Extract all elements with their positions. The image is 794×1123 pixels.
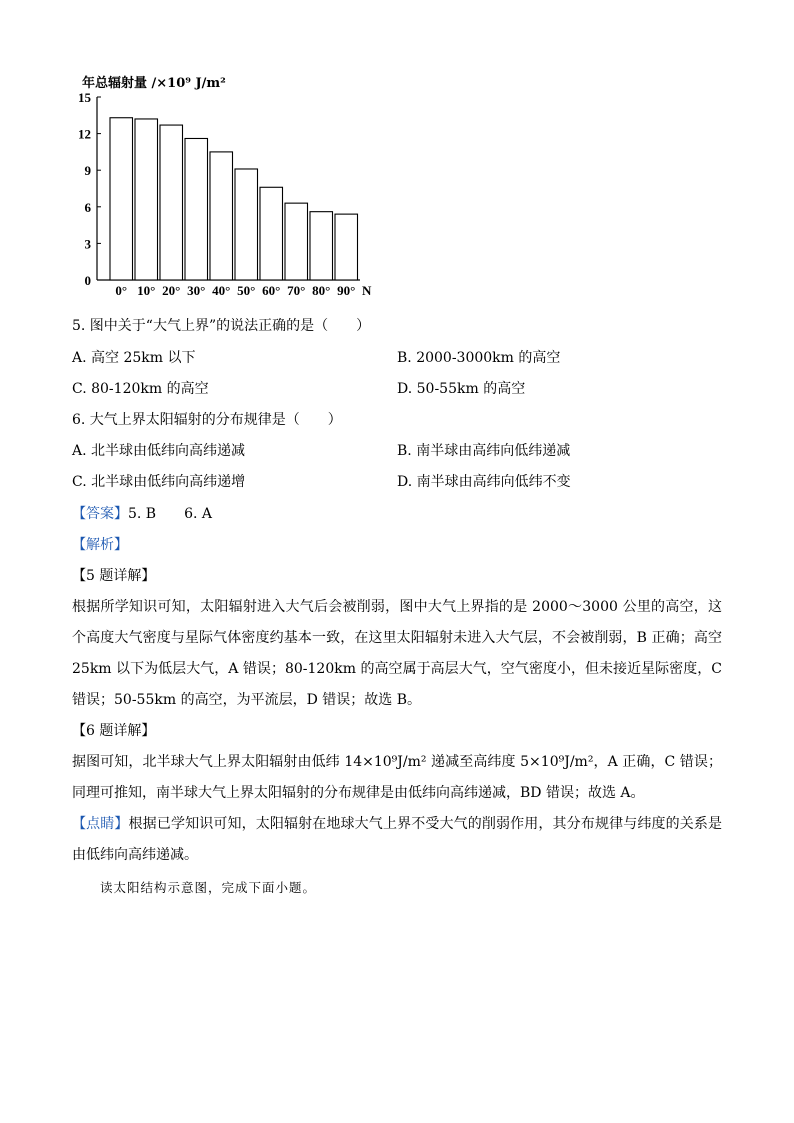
tip-block [72,809,722,871]
q5-option-d: D. 50-55km 的高空 [397,381,526,397]
detail6-text: 据图可知，北半球大气上界太阳辐射由低纬 14×10⁹J/m² 递减至高纬度 5×10⁹J/m²，A 正确，C 错误；同理可推知，南半球大气上界太阳辐射的分布规律是由低纬向高纬递减，BD 错误；故选 A。 [72,754,722,801]
y-tick-label: 9 [84,163,91,179]
bar [210,152,233,280]
x-tick-label: 20° [162,283,181,298]
q6-option-a: A. 北半球由低纬向高纬递减 [72,443,246,459]
detail5-text: 根据所学知识可知，太阳辐射进入大气后会被削弱，图中大气上界指的是 2000～3000 公里的高空，这个高度大气密度与星际气体密度约基本一致，在这里太阳辐射未进入大气层，不会被削弱，B 正确；高空 25km 以下为低层大气，A 错误；80-120km 的高空属于高层大气，空气密度小，但未接近星际密度，C 错误；50-55km 的高空，为平流层，D 错误；故选 B。 [72,599,722,708]
chart-svg [60,70,400,300]
q6-stem: 6. 大气上界太阳辐射的分布规律是（ ） [72,412,342,428]
q5-option-a: A. 高空 25km 以下 [72,350,196,366]
x-axis-suffix: N [362,283,372,298]
y-tick-label: 15 [78,90,91,105]
x-tick-label: 50° [237,283,256,298]
y-tick-label: 3 [84,236,91,252]
bar [310,212,333,280]
q6-option-c: C. 北半球由低纬向高纬递增 [72,474,246,490]
detail5-tag: 【5 题详解】 [72,568,156,584]
tip-tag: 【点睛】 [72,816,129,832]
bar [285,203,308,280]
x-tick-label: 60° [262,283,281,298]
bar [135,119,158,280]
y-tick-label: 6 [84,199,91,215]
x-tick-label: 70° [287,283,306,298]
bar [110,118,133,280]
analysis-tag: 【解析】 [72,537,128,553]
next-question-prompt: 读太阳结构示意图，完成下面小题。 [100,880,317,895]
bar [235,169,258,280]
bar [185,138,208,280]
x-tick-label: 0° [115,283,128,298]
answer-line [72,504,212,524]
x-tick-label: 30° [187,283,206,298]
answer-text: 5. B 6. A [128,506,213,522]
q6-option-d: D. 南半球由高纬向低纬不变 [397,474,571,490]
x-tick-label: 90° [337,283,356,298]
q5-option-b: B. 2000-3000km 的高空 [397,350,561,366]
x-tick-label: 80° [312,283,331,298]
q5-stem: 5. 图中关于“大气上界”的说法正确的是（ ） [72,318,371,334]
answer-tag: 【答案】 [72,506,128,522]
y-tick-label: 12 [78,126,91,142]
y-tick-label: 0 [84,273,91,288]
detail6-tag: 【6 题详解】 [72,723,156,739]
tip-text: 根据已学知识可知，太阳辐射在地球大气上界不受大气的削弱作用，其分布规律与纬度的关系是由低纬向高纬递减。 [72,816,723,863]
radiation-bar-chart [60,70,400,300]
bar [335,214,358,280]
x-tick-label: 40° [212,283,231,298]
bar [160,125,183,280]
chart-title: 年总辐射量 /×10⁹ J/m² [82,76,226,91]
q6-option-b: B. 南半球由高纬向低纬递减 [397,443,571,459]
x-tick-label: 10° [137,283,156,298]
bar [260,187,283,280]
q5-option-c: C. 80-120km 的高空 [72,381,209,397]
